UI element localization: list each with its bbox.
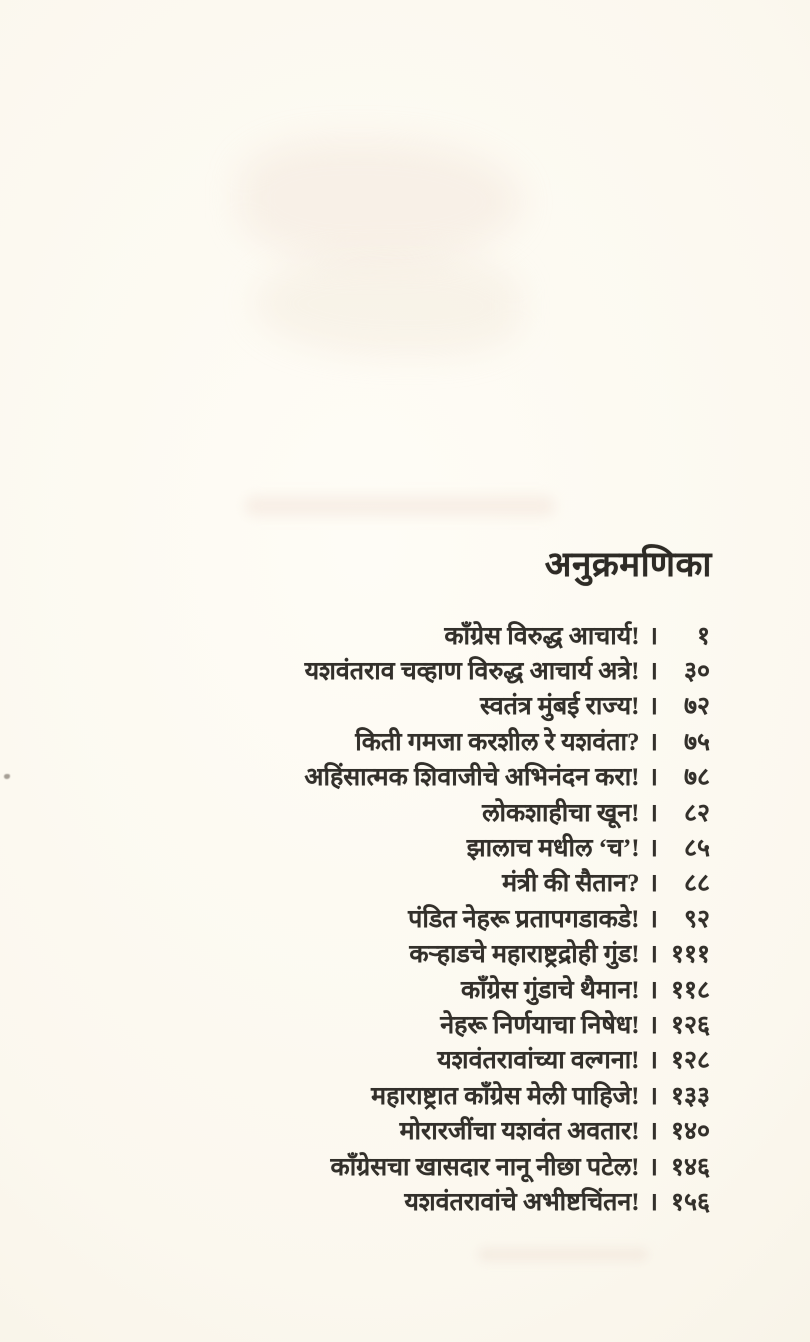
- toc-entry: [0, 688, 710, 723]
- toc-entry-page-number: ८२: [683, 799, 710, 827]
- toc-entry-page-number: १११: [670, 941, 710, 969]
- toc-entry-title: लोकशाहीचा खून!: [482, 799, 640, 827]
- toc-entry-title: महाराष्ट्रात काँग्रेस मेली पाहिजे!: [371, 1082, 640, 1110]
- show-through-mark: [478, 1248, 648, 1261]
- toc-entry-page-number: ७५: [683, 728, 710, 756]
- danda-separator: ।: [648, 1047, 658, 1075]
- toc-entry: [0, 936, 710, 971]
- toc-entry: [0, 971, 710, 1006]
- toc-entry-page-number: १५६: [670, 1188, 710, 1216]
- toc-entry-title: मंत्री की सैतान?: [502, 870, 640, 898]
- toc-entry-page-number: ३०: [683, 658, 710, 686]
- toc-entry: [0, 1112, 710, 1147]
- show-through-mark: [255, 255, 520, 355]
- toc-entry-title: यशवंतरावांच्या वल्गना!: [437, 1047, 640, 1075]
- toc-entry-title: काँग्रेस विरुद्ध आचार्य!: [444, 622, 640, 650]
- toc-entry-title: स्वतंत्र मुंबई राज्य!: [480, 693, 640, 721]
- danda-separator: ।: [648, 799, 658, 827]
- toc-entry-title: पंडित नेहरू प्रतापगडाकडे!: [408, 905, 640, 933]
- toc-entry-title: नेहरू निर्णयाचा निषेध!: [440, 1011, 640, 1039]
- toc-entry: [0, 652, 710, 687]
- toc-entry-title: यशवंतरावांचे अभीष्टचिंतन!: [404, 1188, 640, 1216]
- danda-separator: ।: [648, 1118, 658, 1146]
- toc-entry: [0, 723, 710, 758]
- danda-separator: ।: [648, 1188, 658, 1216]
- danda-separator: ।: [648, 1153, 658, 1181]
- toc-entry-page-number: १३३: [670, 1082, 710, 1110]
- danda-separator: ।: [648, 728, 658, 756]
- toc-entry-page-number: ७२: [683, 693, 710, 721]
- danda-separator: ।: [648, 905, 658, 933]
- show-through-mark: [240, 140, 520, 260]
- danda-separator: ।: [648, 1011, 658, 1039]
- toc-entry: [0, 1042, 710, 1077]
- toc-entry-page-number: ८८: [683, 870, 710, 898]
- toc-entry: [0, 617, 710, 652]
- toc-entry: [0, 1077, 710, 1112]
- danda-separator: ।: [648, 658, 658, 686]
- page-title: अनुक्रमणिका: [544, 545, 712, 584]
- toc-entry-title: काँग्रेसचा खासदार नानू नीछा पटेल!: [330, 1153, 640, 1181]
- danda-separator: ।: [648, 870, 658, 898]
- danda-separator: ।: [648, 622, 658, 650]
- danda-separator: ।: [648, 693, 658, 721]
- toc-entry-page-number: ८५: [683, 835, 710, 863]
- danda-separator: ।: [648, 976, 658, 1004]
- toc-entry-title: अहिंसात्मक शिवाजीचे अभिनंदन करा!: [304, 764, 640, 792]
- toc-entry-page-number: ११८: [670, 976, 710, 1004]
- toc-entry-page-number: ९२: [683, 905, 710, 933]
- toc-entry-page-number: १४६: [670, 1153, 710, 1181]
- toc-entry: [0, 865, 710, 900]
- toc-entry-title: मोरारजींचा यशवंत अवतार!: [399, 1118, 640, 1146]
- toc-entry: [0, 900, 710, 935]
- show-through-mark: [245, 496, 555, 516]
- toc-entry-page-number: १: [696, 622, 710, 650]
- danda-separator: ।: [648, 1082, 658, 1110]
- toc-entry: [0, 1183, 710, 1218]
- toc-entry: [0, 794, 710, 829]
- danda-separator: ।: [648, 835, 658, 863]
- toc-list: [0, 617, 710, 1219]
- danda-separator: ।: [648, 941, 658, 969]
- danda-separator: ।: [648, 764, 658, 792]
- toc-entry: [0, 1006, 710, 1041]
- toc-entry: [0, 829, 710, 864]
- toc-entry-page-number: १४०: [670, 1118, 710, 1146]
- toc-entry-page-number: १२८: [670, 1047, 710, 1075]
- toc-entry-title: यशवंतराव चव्हाण विरुद्ध आचार्य अत्रे!: [304, 658, 640, 686]
- toc-entry-title: किती गमजा करशील रे यशवंता?: [355, 728, 640, 756]
- toc-entry-page-number: १२६: [670, 1011, 710, 1039]
- toc-entry-page-number: ७८: [683, 764, 710, 792]
- toc-entry: [0, 759, 710, 794]
- toc-entry-title: काँग्रेस गुंडाचे थैमान!: [460, 976, 640, 1004]
- toc-entry: [0, 1148, 710, 1183]
- toc-entry-title: कऱ्हाडचे महाराष्ट्रद्रोही गुंड!: [409, 941, 640, 969]
- toc-entry-title: झालाच मधील ‘च’!: [466, 835, 640, 863]
